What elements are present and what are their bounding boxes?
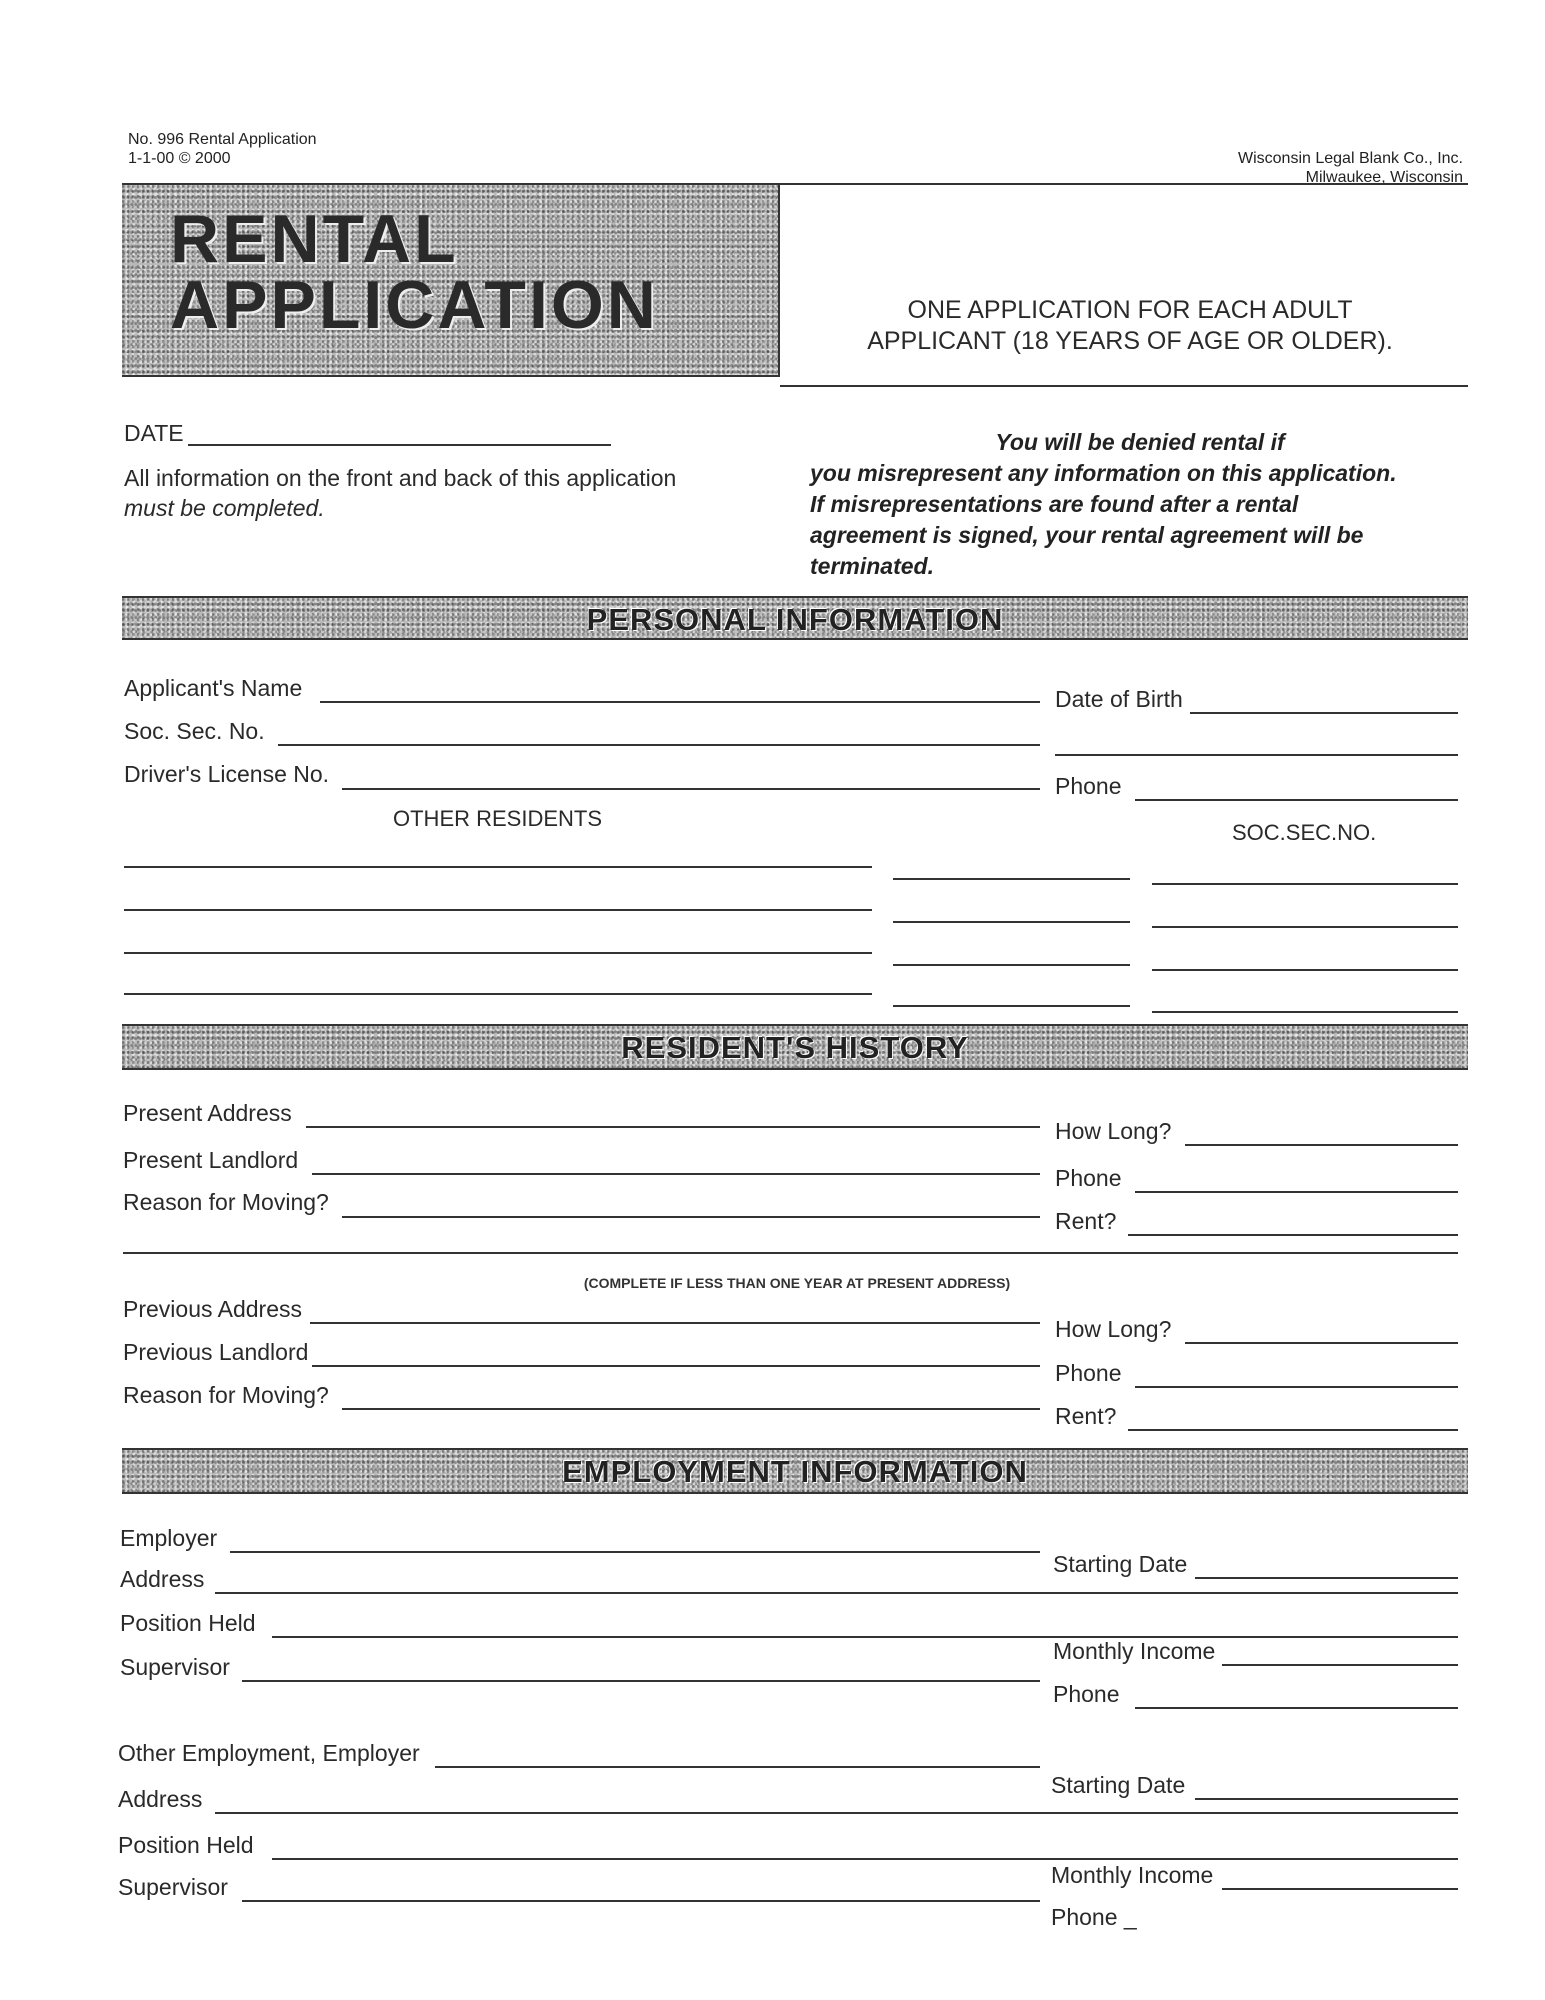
drivers-license-field[interactable] [342, 788, 1040, 790]
publisher-city: Milwaukee, Wisconsin [1305, 169, 1463, 186]
drivers-license-label: Driver's License No. [124, 761, 330, 787]
landlord-phone-label: Phone [1055, 1165, 1122, 1191]
other-employer-address-label: Address [118, 1786, 203, 1812]
form-number: No. 996 Rental Application [128, 131, 317, 148]
monthly-income-field[interactable] [1222, 1664, 1458, 1666]
soc-sec-label: Soc. Sec. No. [124, 718, 265, 744]
title-box [122, 185, 780, 377]
employment-information-title: EMPLOYMENT INFORMATION [562, 1454, 1028, 1489]
other-resident-name-field[interactable] [124, 993, 872, 995]
personal-information-band [122, 596, 1468, 640]
supervisor-2-phone-label: Phone _ [1051, 1904, 1137, 1930]
date-label: DATE [124, 420, 184, 446]
applicant-name-field[interactable] [320, 701, 1040, 703]
rent-field[interactable] [1128, 1234, 1458, 1236]
other-resident-ssn-field[interactable] [1152, 969, 1458, 971]
title-application: APPLICATION [170, 267, 659, 343]
monthly-income-2-label: Monthly Income [1051, 1862, 1214, 1888]
other-resident-ssn-field[interactable] [1152, 1011, 1458, 1013]
position-held-2-field[interactable] [272, 1858, 1458, 1860]
publisher-name: Wisconsin Legal Blank Co., Inc. [1238, 150, 1463, 167]
reason-moving-2-field[interactable] [342, 1408, 1040, 1410]
present-address-label: Present Address [123, 1100, 292, 1126]
previous-address-label: Previous Address [123, 1296, 302, 1322]
info-line-2: must be completed. [124, 495, 325, 521]
previous-address-field[interactable] [310, 1322, 1040, 1324]
rent-2-field[interactable] [1128, 1429, 1458, 1431]
monthly-income-2-field[interactable] [1222, 1888, 1458, 1890]
instruction-line-1: ONE APPLICATION FOR EACH ADULT [907, 296, 1353, 324]
warning-line-3: If misrepresentations are found after a rental [810, 491, 1299, 517]
info-line-1: All information on the front and back of this application [124, 465, 677, 491]
starting-date-2-field[interactable] [1195, 1798, 1458, 1800]
starting-date-field[interactable] [1195, 1577, 1458, 1579]
soc-sec-no-label: SOC.SEC.NO. [1232, 820, 1377, 845]
supervisor-phone-field[interactable] [1135, 1707, 1458, 1709]
previous-landlord-label: Previous Landlord [123, 1339, 309, 1365]
phone-field[interactable] [1135, 799, 1458, 801]
landlord-phone-field[interactable] [1135, 1191, 1458, 1193]
starting-date-label: Starting Date [1053, 1551, 1188, 1577]
residents-history-title: RESIDENT'S HISTORY [621, 1030, 969, 1065]
employer-label: Employer [120, 1525, 218, 1551]
supervisor-2-field[interactable] [242, 1900, 1040, 1902]
warning-line-4: agreement is signed, your rental agreement will be [810, 522, 1364, 548]
position-held-field[interactable] [272, 1636, 1458, 1638]
other-resident-ssn-field[interactable] [1152, 926, 1458, 928]
employer-address-label: Address [120, 1566, 205, 1592]
personal-extra-field[interactable] [1055, 754, 1458, 756]
other-resident-mid-field[interactable] [893, 921, 1130, 923]
how-long-label: How Long? [1055, 1118, 1172, 1144]
supervisor-2-label: Supervisor [118, 1874, 228, 1900]
previous-landlord-phone-label: Phone [1055, 1360, 1122, 1386]
other-resident-ssn-field[interactable] [1152, 883, 1458, 885]
other-resident-mid-field[interactable] [893, 878, 1130, 880]
other-resident-mid-field[interactable] [893, 1005, 1130, 1007]
monthly-income-label: Monthly Income [1053, 1638, 1216, 1664]
employment-information-band [122, 1448, 1468, 1494]
instruction-line-2: APPLICANT (18 YEARS OF AGE OR OLDER). [867, 327, 1393, 355]
starting-date-2-label: Starting Date [1051, 1772, 1186, 1798]
applicant-name-label: Applicant's Name [124, 675, 303, 701]
title-rental: RENTAL [170, 201, 459, 277]
previous-address-note: (COMPLETE IF LESS THAN ONE YEAR AT PRESENT ADDRESS) [583, 1275, 1011, 1291]
other-employer-field[interactable] [435, 1766, 1040, 1768]
previous-landlord-phone-field[interactable] [1135, 1386, 1458, 1388]
supervisor-phone-label: Phone [1053, 1681, 1120, 1707]
date-field[interactable] [188, 444, 611, 446]
reason-moving-continued-field[interactable] [123, 1252, 1458, 1254]
present-landlord-label: Present Landlord [123, 1147, 299, 1173]
warning-line-5: terminated. [810, 553, 934, 579]
residents-history-band [122, 1024, 1468, 1070]
how-long-2-field[interactable] [1185, 1342, 1458, 1344]
other-resident-name-field[interactable] [124, 952, 872, 954]
employer-address-field[interactable] [215, 1592, 1458, 1594]
other-employer-address-field[interactable] [215, 1812, 1458, 1814]
how-long-field[interactable] [1185, 1144, 1458, 1146]
position-held-label: Position Held [120, 1610, 256, 1636]
phone-label: Phone [1055, 773, 1122, 799]
present-landlord-field[interactable] [312, 1173, 1040, 1175]
other-employer-label: Other Employment, Employer [118, 1740, 420, 1766]
form-date: 1-1-00 © 2000 [128, 150, 231, 167]
previous-landlord-field[interactable] [312, 1365, 1040, 1367]
reason-moving-2-label: Reason for Moving? [123, 1382, 329, 1408]
warning-line-1: You will be denied rental if [995, 429, 1285, 455]
supervisor-field[interactable] [242, 1680, 1040, 1682]
position-held-2-label: Position Held [118, 1832, 254, 1858]
soc-sec-field[interactable] [278, 744, 1040, 746]
present-address-field[interactable] [306, 1126, 1040, 1128]
other-resident-name-field[interactable] [124, 909, 872, 911]
other-resident-mid-field[interactable] [893, 964, 1130, 966]
date-of-birth-field[interactable] [1190, 712, 1458, 714]
personal-information-title: PERSONAL INFORMATION [586, 602, 1004, 637]
rent-label: Rent? [1055, 1208, 1117, 1234]
employer-field[interactable] [230, 1551, 1040, 1553]
reason-moving-label: Reason for Moving? [123, 1189, 329, 1215]
date-of-birth-label: Date of Birth [1055, 686, 1183, 712]
supervisor-label: Supervisor [120, 1654, 230, 1680]
warning-line-2: you misrepresent any information on this application. [810, 460, 1397, 486]
reason-moving-field[interactable] [342, 1216, 1040, 1218]
other-residents-label: OTHER RESIDENTS [393, 806, 603, 831]
rent-2-label: Rent? [1055, 1403, 1117, 1429]
header-bottom-rule [780, 385, 1468, 387]
how-long-2-label: How Long? [1055, 1316, 1172, 1342]
other-resident-name-field[interactable] [124, 866, 872, 868]
